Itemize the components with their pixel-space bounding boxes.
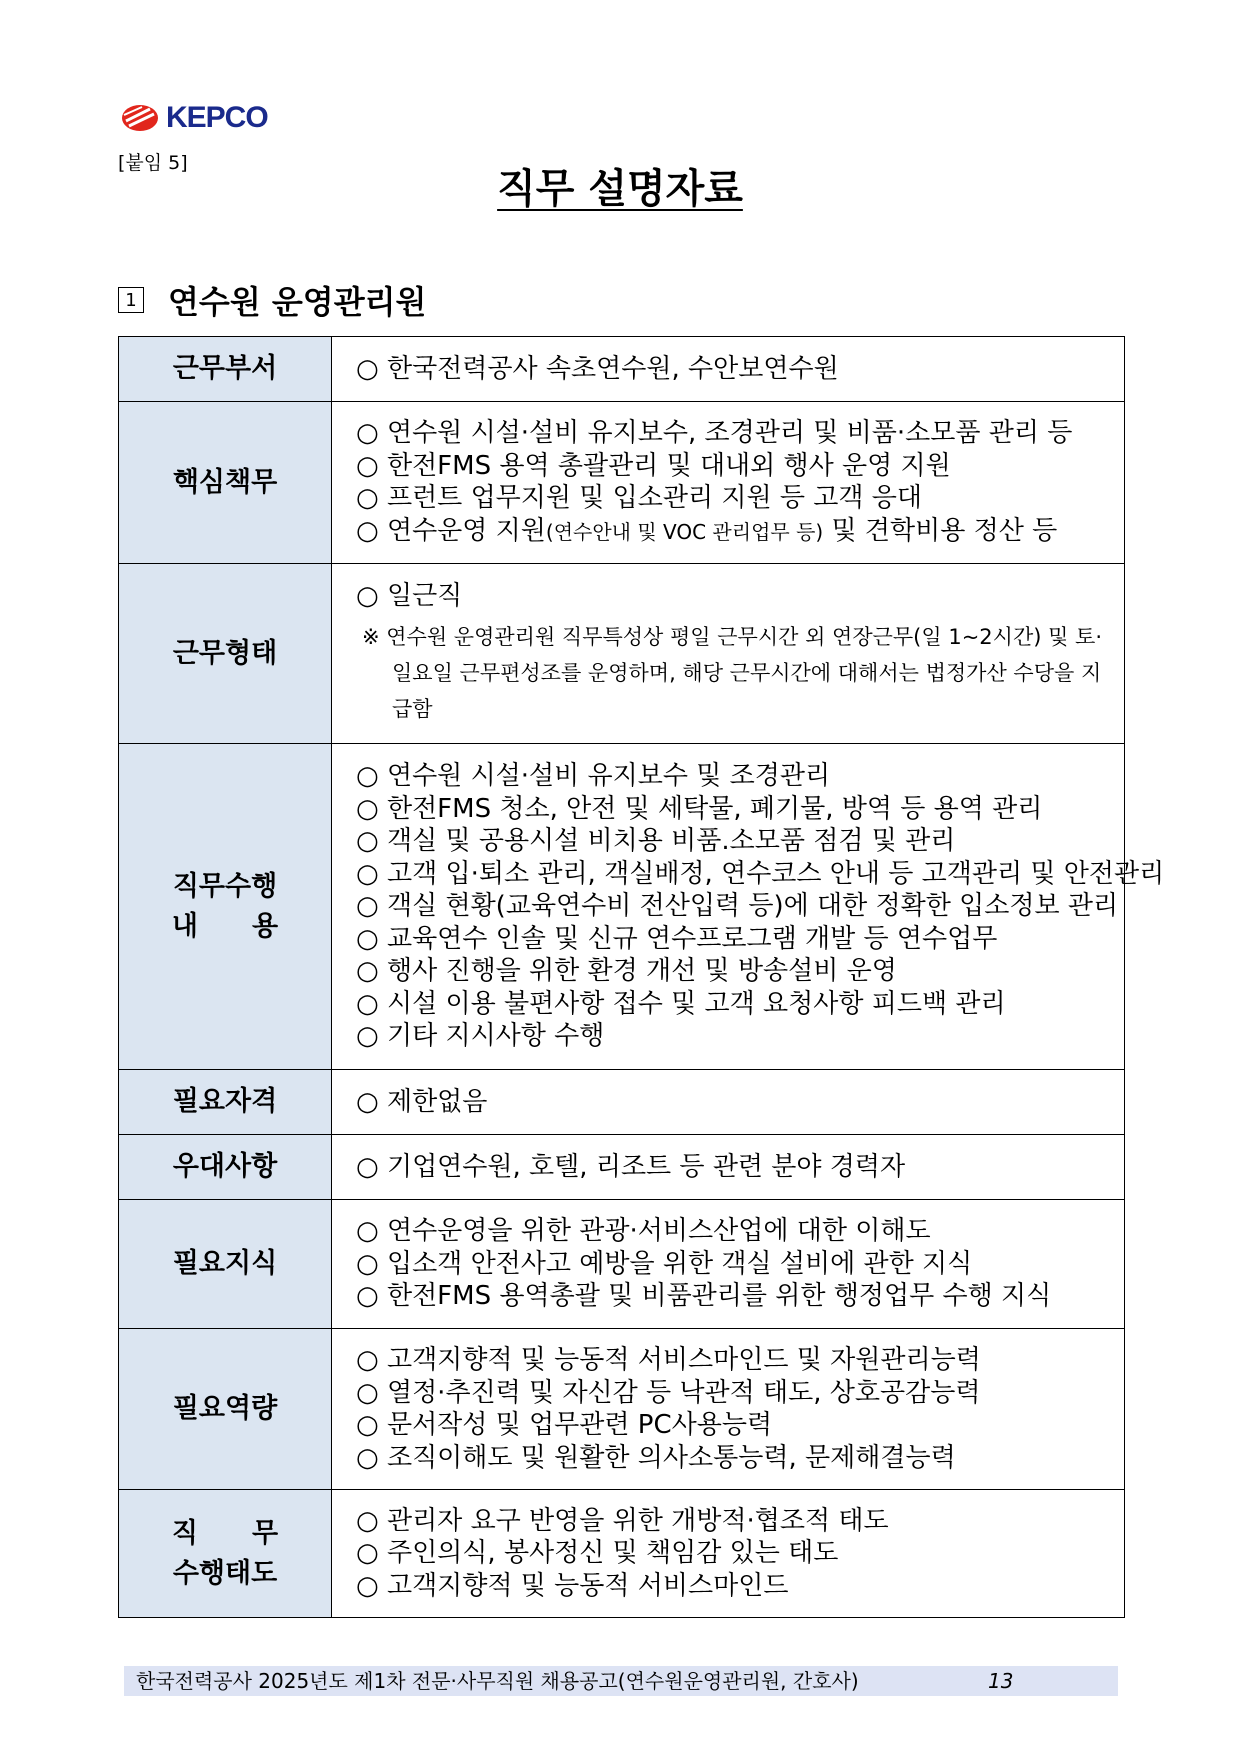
attachment-label: [붙임 5] [118, 152, 188, 174]
list-item: ○ 열정·추진력 및 자신감 등 낙관적 태도, 상호공감능력 [356, 1377, 981, 1408]
list-item: ○ 일근직 [356, 581, 463, 612]
content-qualification [332, 1070, 1125, 1135]
content-attitude [332, 1490, 1125, 1618]
section-title: 연수원 운영관리원 [168, 283, 427, 321]
page-footer [124, 1666, 1118, 1696]
label-tasks: 직무수행 내 용 [119, 744, 332, 1070]
list-item: ○ 한전FMS 용역총괄 및 비품관리를 위한 행정업무 수행 지식 [356, 1281, 1052, 1312]
row-dept [119, 337, 1125, 402]
content-dept [332, 337, 1125, 402]
list-item: ○ 행사 진행을 위한 환경 개선 및 방송설비 운영 [356, 956, 897, 987]
section-number: 1 [118, 287, 144, 313]
list-item: ○ 고객지향적 및 능동적 서비스마인드 및 자원관리능력 [356, 1345, 981, 1375]
list-item: ○ 제한없음 [356, 1086, 488, 1117]
label-competency: 필요역량 [119, 1329, 332, 1490]
list-item: ○ 프런트 업무지원 및 입소관리 지원 등 고객 응대 [356, 483, 923, 513]
label-attitude: 직 무 수행태도 [119, 1490, 332, 1618]
label-knowledge: 필요지식 [119, 1200, 332, 1329]
list-item: ○ 기타 지시사항 수행 [356, 1021, 605, 1052]
page-number: 13 [988, 1669, 1014, 1693]
label-preference: 우대사항 [119, 1135, 332, 1200]
row-duties [119, 402, 1125, 564]
list-item: ○ 조직이해도 및 원활한 의사소통능력, 문제해결능력 [356, 1442, 956, 1473]
row-tasks [119, 744, 1125, 1070]
page-title: 직무 설명자료 [497, 166, 743, 212]
row-attitude [119, 1490, 1125, 1618]
row-qualification [119, 1070, 1125, 1135]
list-item: ○ 연수원 시설·설비 유지보수 및 조경관리 [356, 761, 831, 792]
list-item: ○ 객실 현황(교육연수비 전산입력 등)에 대한 정확한 입소정보 관리 [356, 891, 1119, 922]
content-duties [332, 402, 1125, 564]
label-dept: 근무부서 [119, 337, 332, 402]
list-item: ○ 한국전력공사 속초연수원, 수안보연수원 [356, 353, 839, 384]
list-item: ○ 기업연수원, 호텔, 리조트 등 관련 분야 경력자 [356, 1151, 906, 1182]
content-tasks [332, 744, 1165, 1070]
list-item: ○ 연수운영을 위한 관광·서비스산업에 대한 이해도 [356, 1216, 931, 1247]
list-item: ○ 시설 이용 불편사항 접수 및 고객 요청사항 피드백 관리 [356, 988, 1006, 1019]
work-type-note: ※ 연수원 운영관리원 직무특성상 평일 근무시간 외 연장근무(일 1~2시간) 및 토·일요일 근무편성조를 운영하며, 해당 근무시간에 대해서는 법정가산 수당을 지급함 [362, 624, 1103, 721]
content-competency [332, 1329, 1125, 1490]
content-preference [332, 1135, 1125, 1200]
list-item: ○ 고객지향적 및 능동적 서비스마인드 [356, 1570, 789, 1601]
list-item: ○ 문서작성 및 업무관련 PC사용능력 [356, 1410, 773, 1440]
footer-text: 한국전력공사 2025년도 제1차 전문·사무직원 채용공고(연수원운영관리원, 간호사) [136, 1669, 859, 1693]
list-item: ○ 객실 및 공용시설 비치용 비품.소모품 점검 및 관리 [356, 826, 956, 857]
list-item: ○ 한전FMS 청소, 안전 및 세탁물, 폐기물, 방역 등 용역 관리 [356, 793, 1043, 824]
list-item: ○ 관리자 요구 반영을 위한 개방적·협조적 태도 [356, 1505, 889, 1536]
content-work-type [332, 564, 1125, 744]
label-duties: 핵심책무 [119, 402, 332, 564]
list-item: ○ 교육연수 인솔 및 신규 연수프로그램 개발 등 연수업무 [356, 923, 998, 954]
logo-text: KEPCO [166, 101, 268, 134]
section-heading [118, 277, 426, 323]
list-item: ○ 입소객 안전사고 예방을 위한 객실 설비에 관한 지식 [356, 1248, 973, 1279]
job-description-table [118, 336, 1165, 1618]
row-work-type [119, 564, 1125, 744]
label-qualification: 필요자격 [119, 1070, 332, 1135]
label-work-type: 근무형태 [119, 564, 332, 744]
list-item: ○ 주인의식, 봉사정신 및 책임감 있는 태도 [356, 1538, 839, 1569]
list-item: ○ 고객 입·퇴소 관리, 객실배정, 연수코스 안내 등 고객관리 및 안전관리 [356, 858, 1165, 889]
list-item: ○ 연수원 시설·설비 유지보수, 조경관리 및 비품·소모품 관리 등 [356, 418, 1073, 448]
kepco-logo [120, 103, 268, 133]
kepco-emblem-icon [120, 103, 160, 133]
list-item: ○ 연수운영 지원(연수안내 및 VOC 관리업무 등) 및 견학비용 정산 등 [356, 515, 1058, 546]
row-competency [119, 1329, 1125, 1490]
list-item: ○ 한전FMS 용역 총괄관리 및 대내외 행사 운영 지원 [356, 450, 951, 481]
content-knowledge [332, 1200, 1125, 1329]
row-knowledge [119, 1200, 1125, 1329]
row-preference [119, 1135, 1125, 1200]
